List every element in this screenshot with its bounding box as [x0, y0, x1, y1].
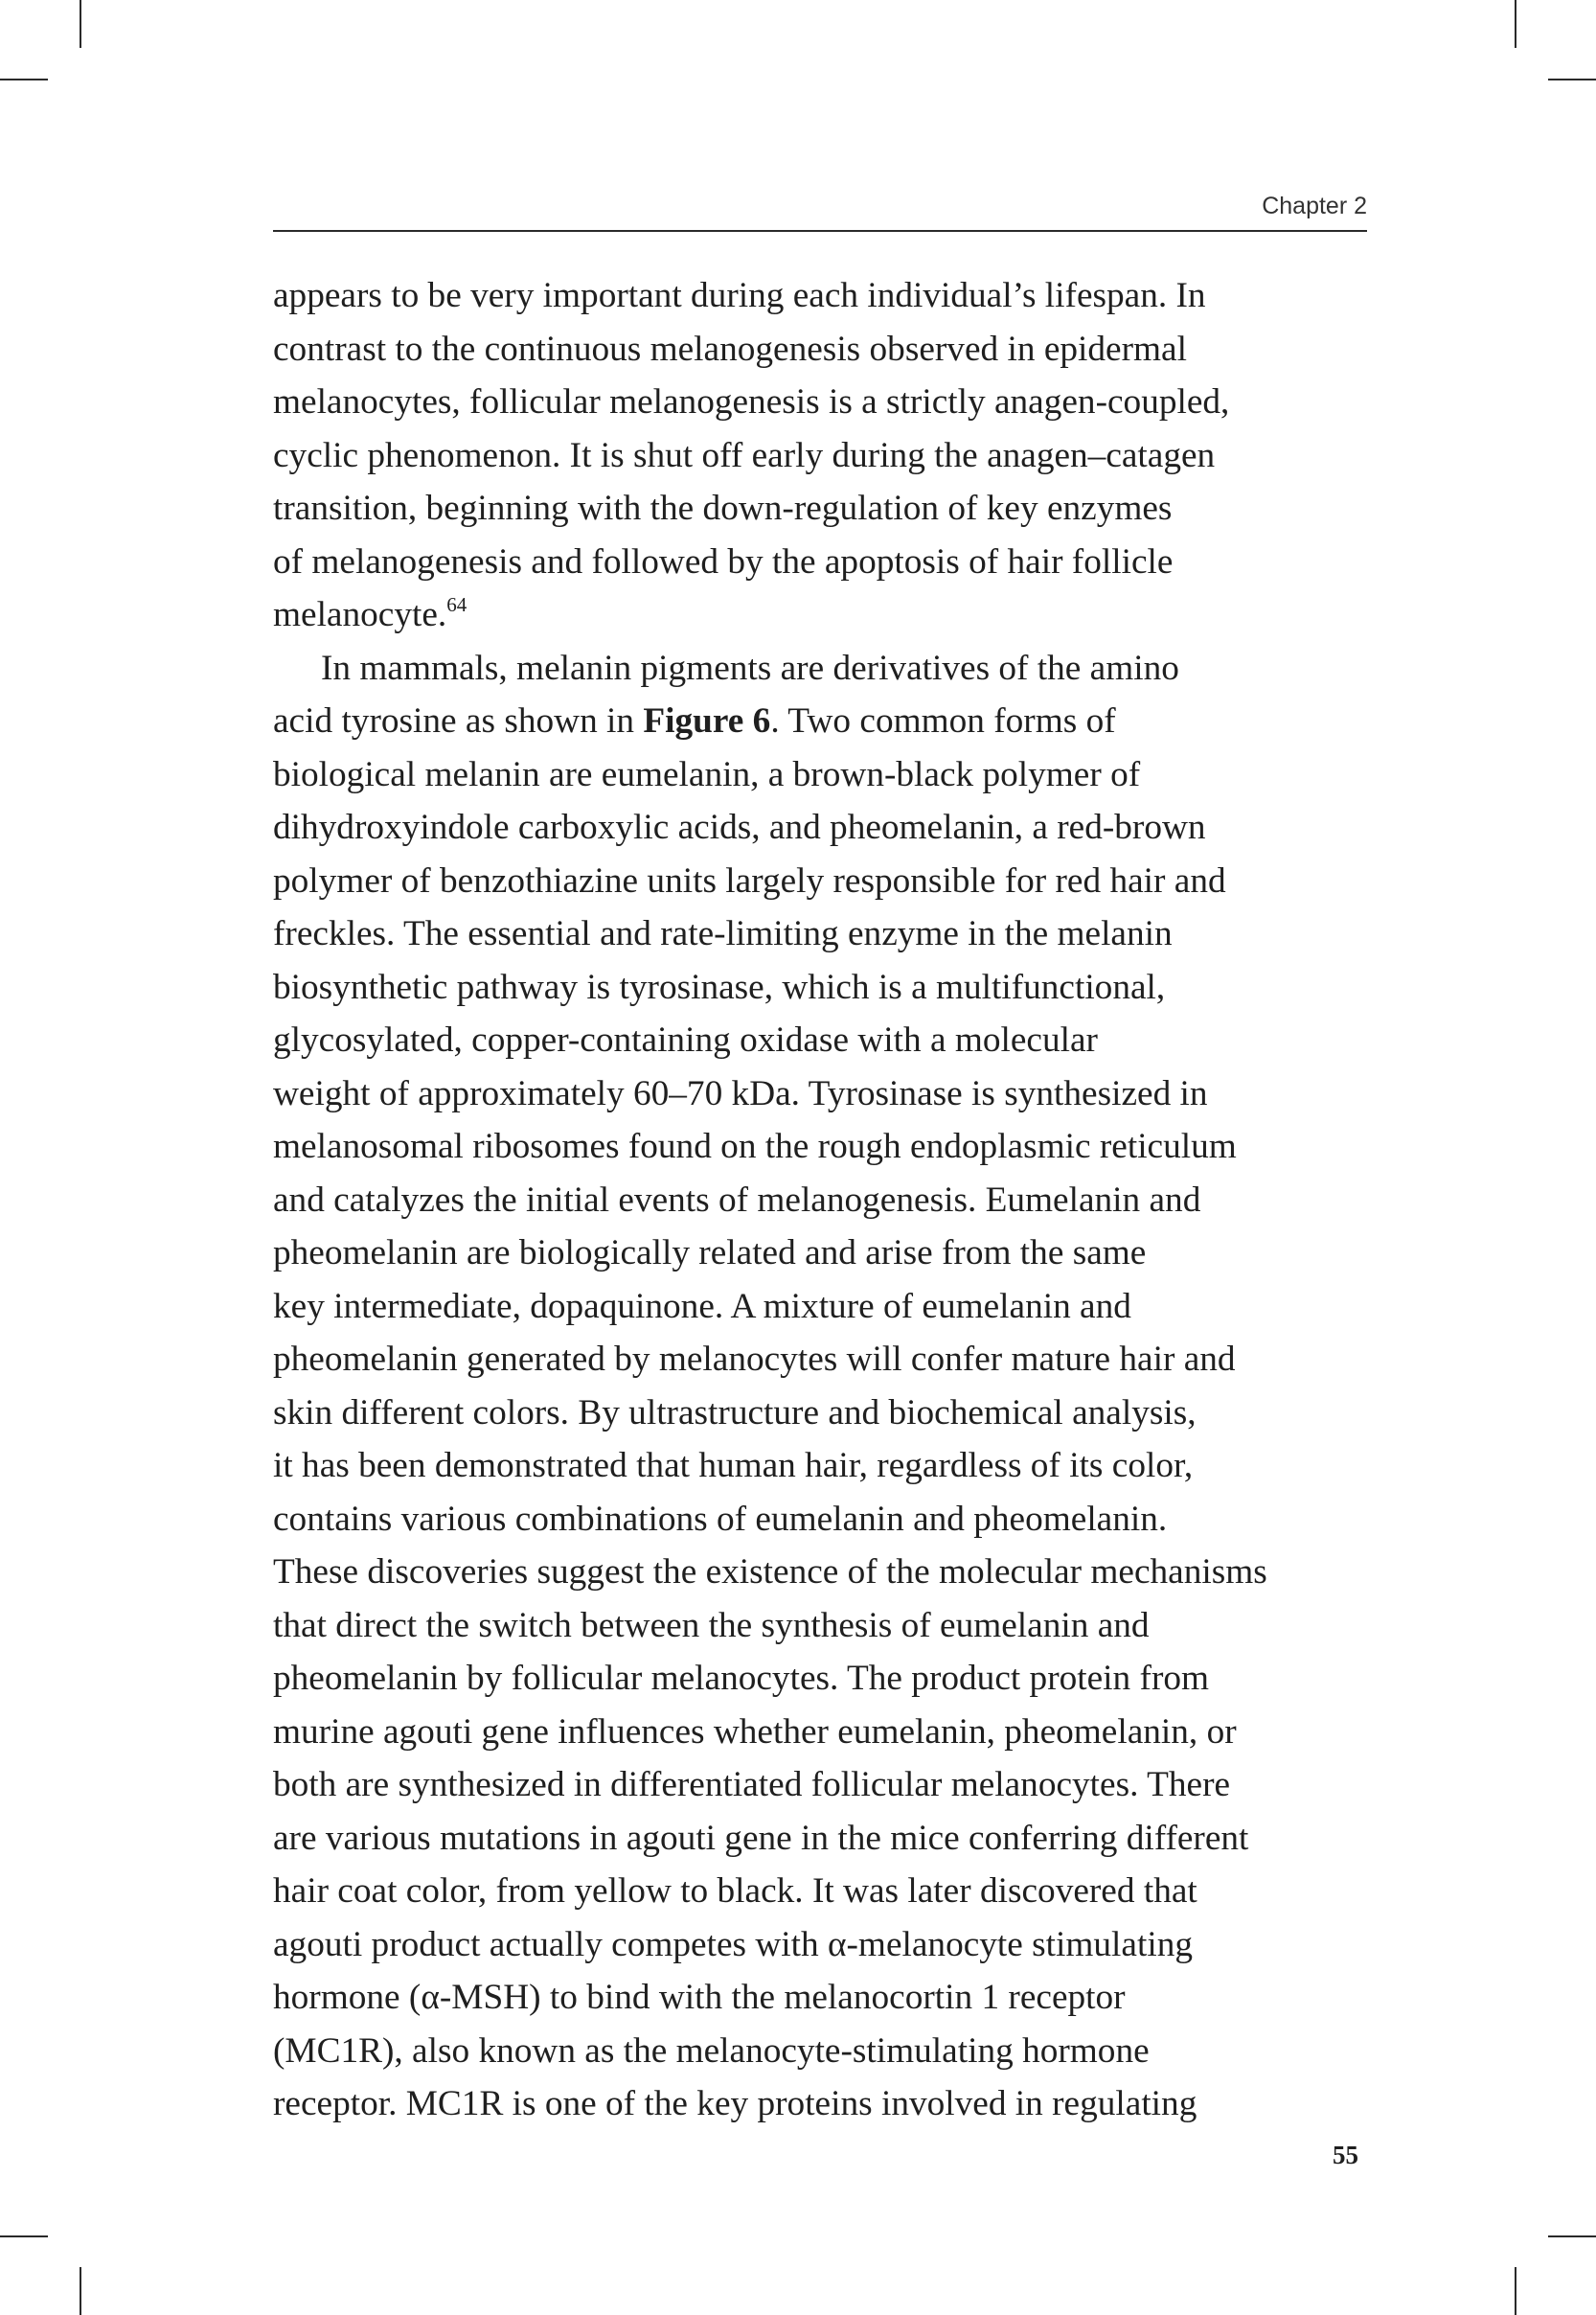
crop-mark-bottom-left [80, 2267, 81, 2315]
text-fragment: . Two common forms of [770, 701, 1116, 741]
text-line: glycosylated, copper-containing oxidase with a molecular [273, 1020, 1098, 1060]
text-line: pheomelanin generated by melanocytes will confer mature hair and [273, 1340, 1236, 1379]
text-fragment: melanocyte. [273, 595, 447, 634]
text-line: and catalyzes the initial events of melanogenesis. Eumelanin and [273, 1180, 1201, 1220]
text-line: freckles. The essential and rate-limiting enzyme in the melanin [273, 914, 1173, 953]
chapter-label: Chapter 2 [1262, 193, 1367, 219]
running-head [273, 188, 1367, 232]
text-line: skin different colors. By ultrastructure and biochemical analysis, [273, 1392, 1197, 1433]
text-line: cyclic phenomenon. It is shut off early during the anagen–catagen [273, 435, 1216, 475]
text-line: contrast to the continuous melanogenesis observed in epidermal [273, 329, 1187, 369]
paragraph-1 [273, 269, 1375, 642]
crop-mark-top-right [1515, 0, 1516, 48]
text-line: agouti product actually competes with α-melanocyte stimulating [273, 1924, 1193, 1964]
text-line: weight of approximately 60–70 kDa. Tyrosinase is synthesized in [273, 1073, 1208, 1113]
text-line: key intermediate, dopaquinone. A mixture of eumelanin and [273, 1286, 1131, 1326]
text-line: hormone (α-MSH) to bind with the melanocortin 1 receptor [273, 1978, 1126, 2017]
crop-mark-bottom-right [1548, 2235, 1596, 2237]
citation-superscript: 64 [446, 593, 467, 616]
text-line: are various mutations in agouti gene in the mice conferring different [273, 1818, 1249, 1858]
text-line: it has been demonstrated that human hair, regardless of its color, [273, 1446, 1194, 1485]
body-text [273, 269, 1375, 2131]
text-line: In mammals, melanin pigments are derivatives of the amino [321, 648, 1179, 688]
text-line: appears to be very important during each individual’s lifespan. In [273, 276, 1206, 315]
text-line: receptor. MC1R is one of the key proteins involved in regulating [273, 2084, 1197, 2123]
text-line: transition, beginning with the down-regulation of key enzymes [273, 489, 1173, 528]
text-line: biological melanin are eumelanin, a brown-black polymer of [273, 754, 1141, 794]
text-line: These discoveries suggest the existence of the molecular mechanisms [273, 1552, 1267, 1592]
crop-mark-top-left [0, 79, 48, 80]
text-line: polymer of benzothiazine units largely responsible for red hair and [273, 860, 1226, 901]
text-line: of melanogenesis and followed by the apoptosis of hair follicle [273, 541, 1174, 582]
text-line: biosynthetic pathway is tyrosinase, which is a multifunctional, [273, 967, 1166, 1007]
text-line: pheomelanin are biologically related and arise from the same [273, 1233, 1147, 1272]
text-fragment: acid tyrosine as shown in [273, 701, 644, 741]
text-line: (MC1R), also known as the melanocyte-stimulating hormone [273, 2030, 1150, 2071]
text-line: contains various combinations of eumelanin and pheomelanin. [273, 1499, 1168, 1539]
text-line: melanosomal ribosomes found on the rough endoplasmic reticulum [273, 1127, 1237, 1166]
text-line [273, 588, 1375, 642]
text-line: murine agouti gene influences whether eumelanin, pheomelanin, or [273, 1711, 1237, 1752]
figure-reference: Figure 6 [643, 701, 771, 741]
text-line: dihydroxyindole carboxylic acids, and pheomelanin, a red-brown [273, 808, 1206, 847]
paragraph-2 [273, 642, 1375, 2131]
text-line: hair coat color, from yellow to black. It was later discovered that [273, 1871, 1197, 1911]
text-line: pheomelanin by follicular melanocytes. The product protein from [273, 1659, 1210, 1698]
text-line: that direct the switch between the synthesis of eumelanin and [273, 1605, 1150, 1645]
crop-mark-top-left [80, 0, 81, 48]
page-number: 55 [1333, 2141, 1358, 2169]
crop-mark-bottom-left [0, 2235, 48, 2237]
text-line: both are synthesized in differentiated follicular melanocytes. There [273, 1765, 1231, 1804]
crop-mark-bottom-right [1515, 2267, 1516, 2315]
crop-mark-top-right [1548, 79, 1596, 80]
text-line: melanocytes, follicular melanogenesis is a strictly anagen-coupled, [273, 382, 1230, 422]
text-line [273, 695, 1375, 748]
